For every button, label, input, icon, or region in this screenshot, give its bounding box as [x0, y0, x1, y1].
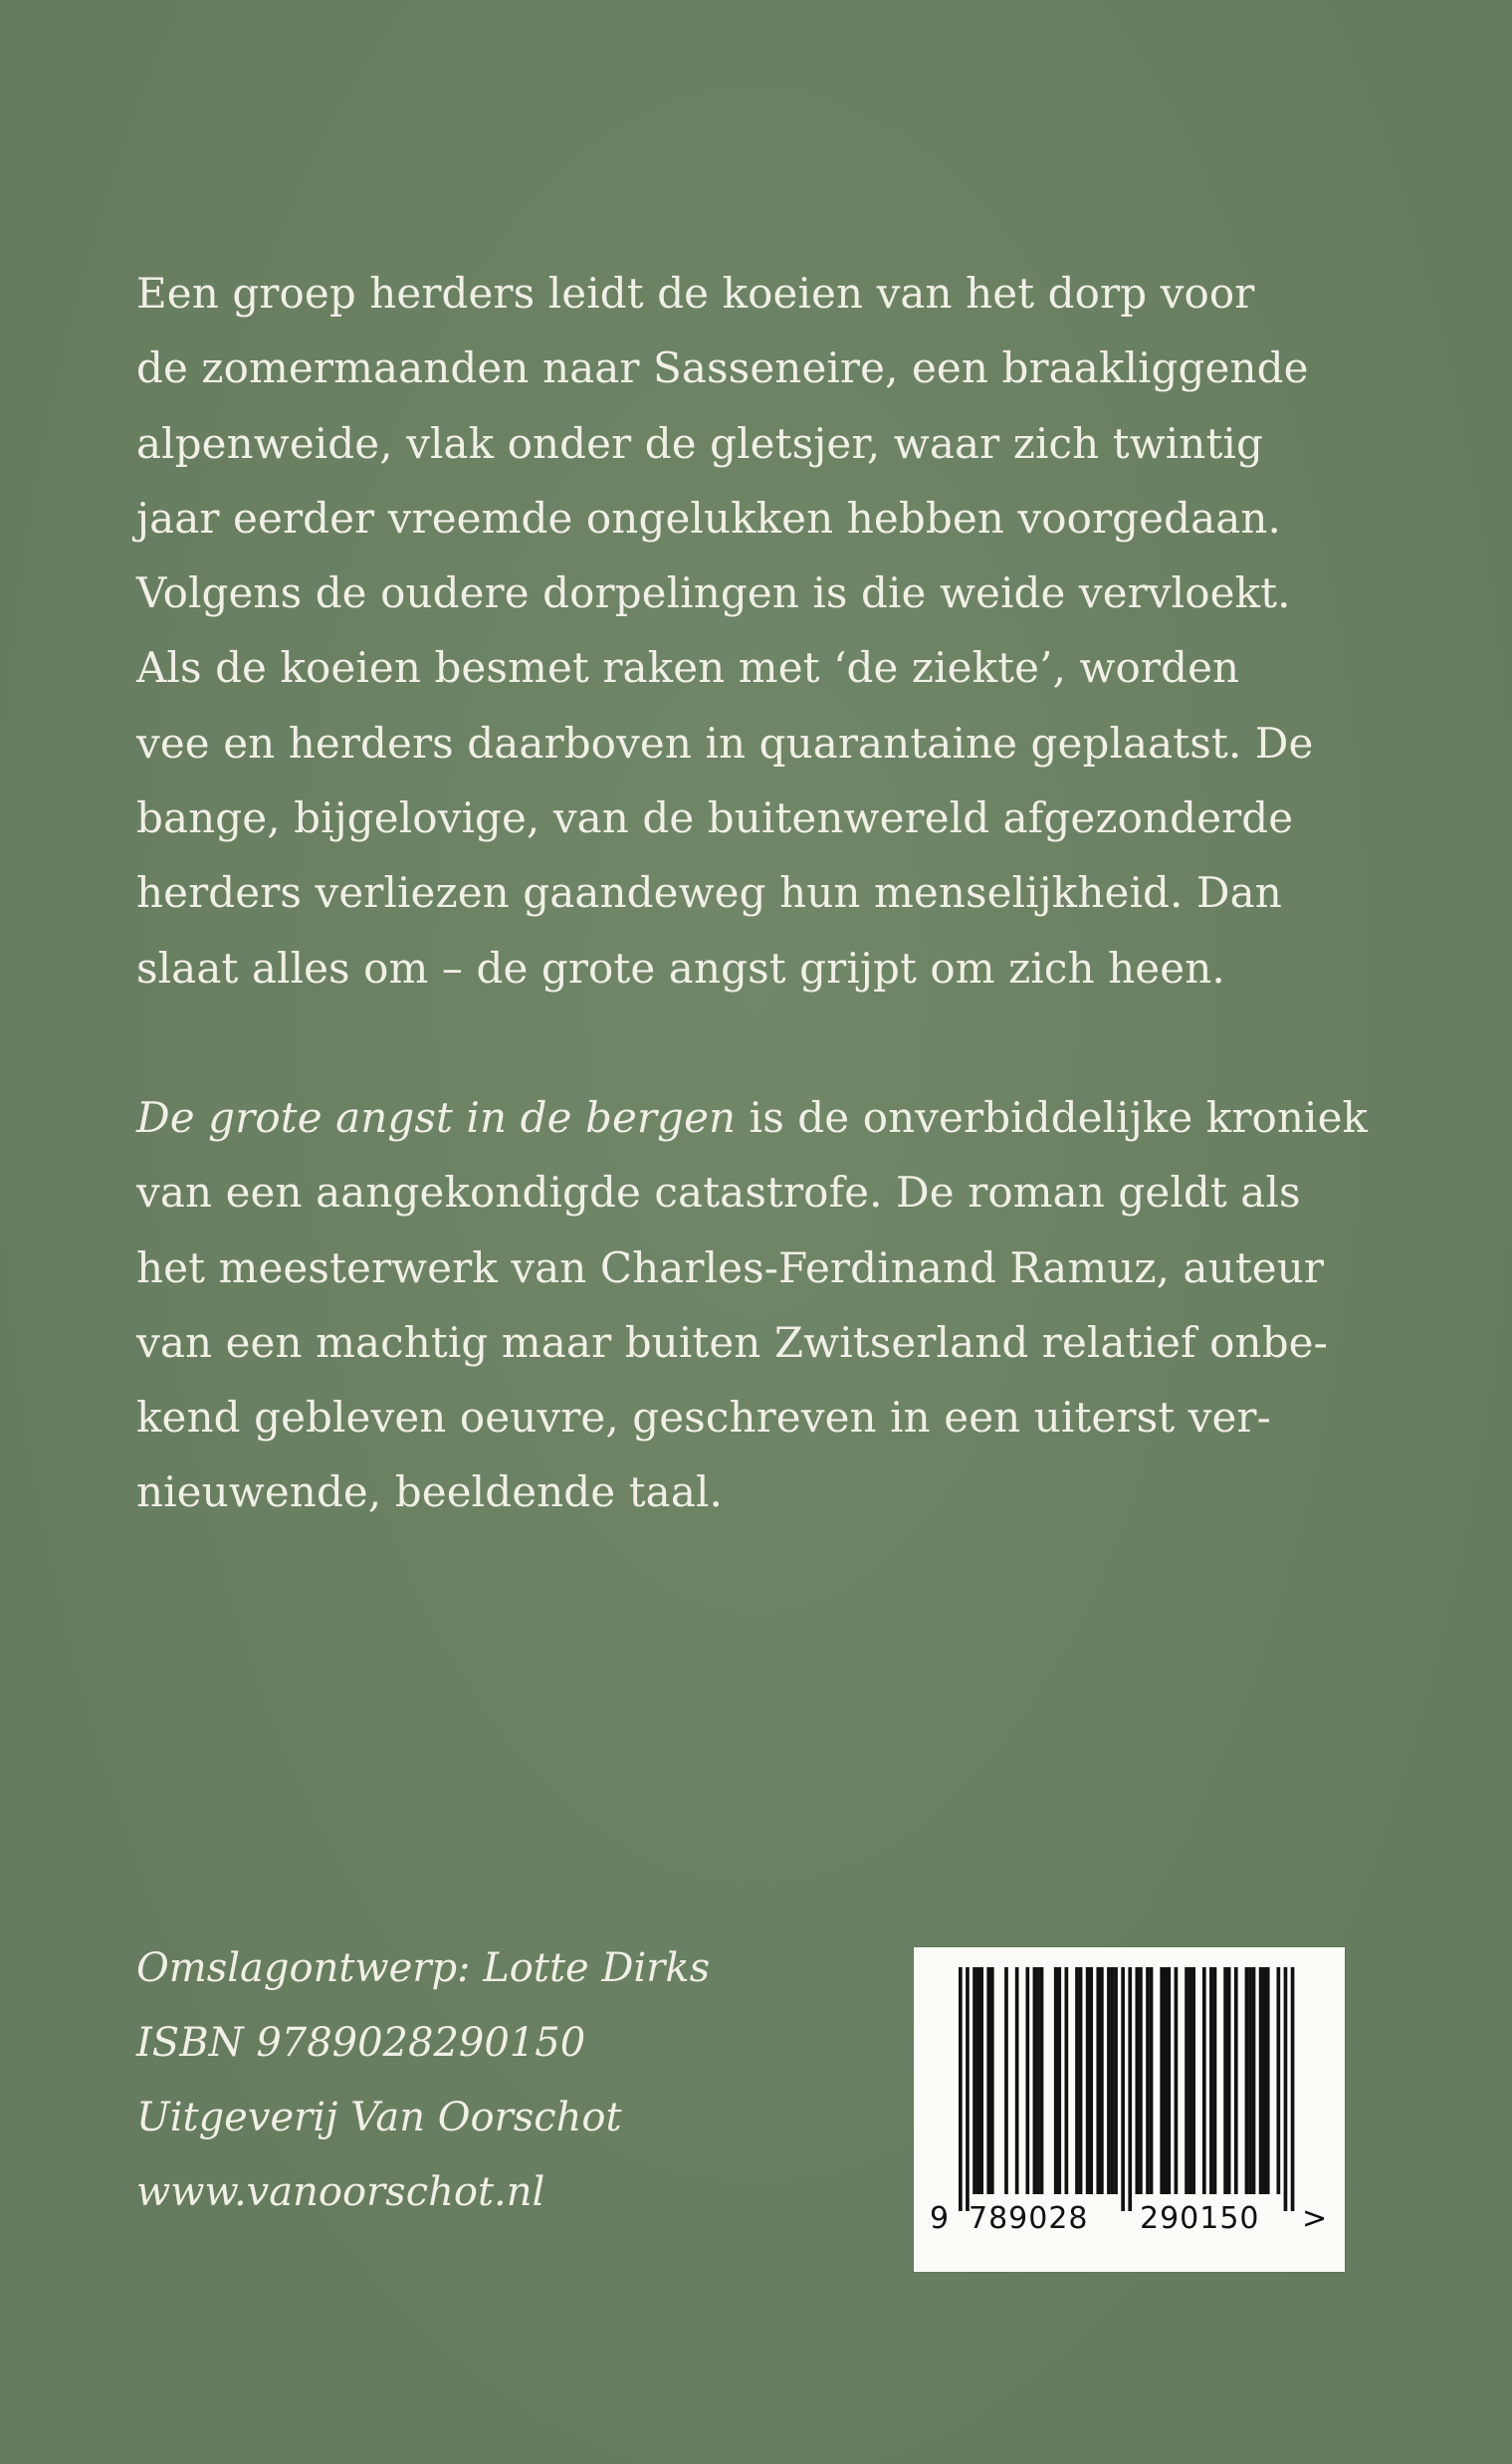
barcode-bar	[1114, 1967, 1118, 2194]
blurb-line: het meesterwerk van Charles-Ferdinand Ramuz, auteur	[136, 1242, 1325, 1292]
barcode-bar	[1107, 1967, 1111, 2194]
blurb-line: de zomermaanden naar Sasseneire, een braakliggende	[136, 343, 1309, 393]
barcode-bar	[972, 1967, 976, 2194]
blurb-line: nieuwende, beeldende taal.	[136, 1467, 723, 1517]
blurb-line: Volgens de oudere dorpelingen is die weide vervloekt.	[136, 568, 1291, 618]
barcode-bar	[1015, 1967, 1019, 2194]
barcode-bar	[1191, 1967, 1195, 2194]
blurb-line: Een groep herders leidt de koeien van het dorp voor	[136, 269, 1255, 318]
barcode-bar	[1136, 1967, 1140, 2194]
barcode-label	[914, 1947, 1345, 2272]
barcode-bar	[1188, 1967, 1192, 2194]
barcode-bar	[1291, 1967, 1295, 2211]
barcode-bar	[1079, 1967, 1083, 2194]
barcode-bar	[979, 1967, 983, 2194]
barcode-bar	[1175, 1967, 1179, 2194]
blurb-line: van een machtig maar buiten Zwitserland relatief onbe-	[136, 1317, 1328, 1367]
barcode-bar	[1146, 1967, 1150, 2194]
blurb-line-rest: is de onverbiddelijke kroniek	[736, 1092, 1369, 1142]
publisher-website: www.vanoorschot.nl	[136, 2169, 545, 2215]
barcode-bar	[1065, 1967, 1069, 2194]
barcode-bar	[1160, 1967, 1164, 2194]
blurb-line: kend gebleven oeuvre, geschreven in een uiterst ver-	[136, 1393, 1271, 1443]
blurb-line: slaat alles om – de grote angst grijpt om zich heen.	[136, 943, 1225, 993]
barcode-bar	[976, 1967, 980, 2194]
barcode-right-digits: 290150	[1140, 2201, 1260, 2236]
barcode-bar	[1089, 1967, 1093, 2194]
credits	[136, 1931, 833, 2230]
barcode-bar	[1054, 1967, 1058, 2194]
blurb-line: jaar eerder vreemde ongelukken hebben voorgedaan.	[136, 493, 1281, 543]
barcode-bar	[1167, 1967, 1171, 2194]
barcode-bar	[1234, 1967, 1238, 2194]
barcode-bar	[1209, 1967, 1213, 2194]
barcode-bar	[1004, 1967, 1008, 2194]
barcode-bar	[1057, 1967, 1061, 2194]
barcode-bar	[1040, 1967, 1044, 2194]
cover-design-credit: Omslagontwerp: Lotte Dirks	[136, 1945, 711, 1991]
barcode-bar	[1252, 1967, 1256, 2194]
barcode-bar	[1111, 1967, 1115, 2194]
barcode-bar	[1075, 1967, 1079, 2194]
barcode-bar	[1096, 1967, 1100, 2194]
barcode-bar	[1033, 1967, 1037, 2194]
barcode-bar	[1284, 1967, 1288, 2211]
isbn: ISBN 9789028290150	[136, 2020, 586, 2066]
barcode-bar	[1223, 1967, 1227, 2194]
barcode-bar	[1248, 1967, 1252, 2194]
barcode-arrow: >	[1302, 2201, 1328, 2236]
blurb-line: bange, bijgelovige, van de buitenwereld afgezonderde	[136, 793, 1294, 843]
barcode-bar	[1139, 1967, 1143, 2194]
barcode-bar	[1150, 1967, 1154, 2194]
barcode-bar	[1202, 1967, 1206, 2194]
barcode-bar	[990, 1967, 994, 2194]
barcode-bar	[1100, 1967, 1104, 2194]
barcode-bar	[966, 1967, 970, 2211]
book-title: De grote angst in de bergen	[136, 1092, 737, 1142]
barcode-left-digits: 789028	[969, 2201, 1089, 2236]
barcode-bar	[1025, 1967, 1029, 2194]
publisher: Uitgeverij Van Oorschot	[136, 2095, 622, 2140]
blurb-line: Als de koeien besmet raken met ‘de ziekte’, worden	[136, 643, 1240, 693]
barcode-bar	[1185, 1967, 1188, 2194]
barcode-bar	[1164, 1967, 1168, 2194]
barcode-bar	[1266, 1967, 1270, 2194]
blurb-text	[136, 256, 1369, 1530]
barcode-bar	[1036, 1967, 1040, 2194]
blurb-line: alpenweide, vlak onder de gletsjer, waar zich twintig	[136, 418, 1263, 468]
blurb-line: van een aangekondigde catastrofe. De roman geldt als	[136, 1168, 1301, 1218]
barcode-bar	[1277, 1967, 1281, 2194]
barcode-bar	[1245, 1967, 1249, 2194]
blurb-line: vee en herders daarboven in quarantaine geplaatst. De	[136, 718, 1314, 768]
barcode-bar	[1227, 1967, 1231, 2194]
barcode-bar	[1259, 1967, 1263, 2194]
barcode-bar	[1213, 1967, 1217, 2194]
barcode-bar	[1128, 1967, 1132, 2211]
blurb-line: herders verliezen gaandeweg hun menselijkheid. Dan	[136, 868, 1282, 918]
barcode-first-digit: 9	[930, 2201, 950, 2236]
barcode-bar	[986, 1967, 990, 2194]
barcode-bar	[1262, 1967, 1266, 2194]
barcode-bar	[1121, 1967, 1125, 2211]
barcode-bar	[959, 1967, 963, 2211]
blurb-line	[136, 1080, 1369, 1155]
barcode-bar	[1086, 1967, 1090, 2194]
